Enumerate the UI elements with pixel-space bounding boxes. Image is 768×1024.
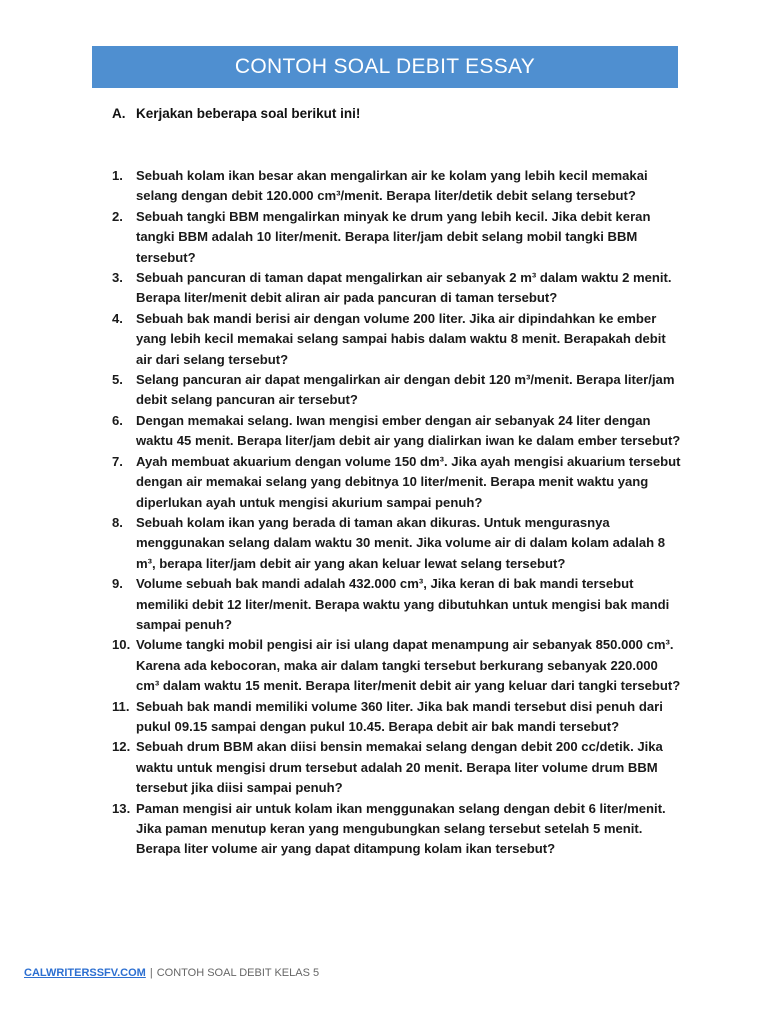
question-number: 13.: [112, 800, 131, 816]
question-item: [112, 737, 684, 798]
question-item: [112, 207, 684, 268]
question-number: 4.: [112, 310, 123, 326]
question-item: [112, 411, 684, 452]
question-text: Sebuah pancuran di taman dapat mengalirkan air sebanyak 2 m³ dalam waktu 2 menit. Berapa liter/menit debit aliran air pada pancuran di taman tersebut?: [136, 270, 672, 306]
question-text: Sebuah bak mandi berisi air dengan volume 200 liter. Jika air dipindahkan ke ember yang lebih kecil memakai selang sampai habis dalam waktu 8 menit. Berapakah debit air dari selang tersebut?: [136, 310, 666, 367]
footer-site-link[interactable]: CALWRITERSSFV.COM: [24, 967, 146, 979]
question-number: 2.: [112, 208, 123, 224]
question-item: [112, 513, 684, 574]
question-item: [112, 574, 684, 635]
question-number: 6.: [112, 412, 123, 428]
question-text: Dengan memakai selang. Iwan mengisi ember dengan air sebanyak 24 liter dengan waktu 45 menit. Berapa liter/jam debit air yang dialirkan iwan ke dalam ember tersebut?: [136, 412, 681, 449]
section-letter: A.: [112, 106, 126, 121]
question-number: 11.: [112, 698, 130, 714]
page-footer: [24, 967, 319, 979]
question-text: Sebuah bak mandi memiliki volume 360 liter. Jika bak mandi tersebut disi penuh dari pukul 09.15 sampai dengan pukul 10.45. Berapa debit air bak mandi tersebut?: [136, 698, 663, 734]
question-text: Selang pancuran air dapat mengalirkan air dengan debit 120 m³/menit. Berapa liter/jam debit selang pancuran air tersebut?: [136, 372, 675, 408]
question-list: [112, 166, 684, 860]
question-item: [112, 370, 684, 411]
question-number: 3.: [112, 270, 123, 286]
question-text: Sebuah drum BBM akan diisi bensin memakai selang dengan debit 200 cc/detik. Jika waktu untuk mengisi drum tersebut adalah 20 menit. Berapa liter volume drum BBM tersebut jika diisi sampai penuh?: [136, 739, 663, 796]
question-number: 1.: [112, 168, 123, 183]
question-item: [112, 309, 684, 370]
question-number: 9.: [112, 576, 123, 592]
question-text: Sebuah kolam ikan yang berada di taman akan dikuras. Untuk mengurasnya menggunakan selang dalam waktu 30 menit. Jika volume air di dalam kolam adalah 8 m³, berapa liter/jam debit air yang akan keluar lewat selang tersebut?: [136, 514, 666, 571]
question-number: 12.: [112, 739, 131, 755]
question-item: [112, 452, 684, 513]
question-number: 5.: [112, 372, 123, 388]
title-banner: [92, 46, 678, 88]
question-text: Volume sebuah bak mandi adalah 432.000 cm³, Jika keran di bak mandi tersebut memiliki debit 12 liter/menit. Berapa waktu yang dibutuhkan untuk mengisi bak mandi sampai penuh?: [136, 576, 670, 632]
section-instruction: Kerjakan beberapa soal berikut ini!: [136, 106, 361, 121]
question-text: Sebuah tangki BBM mengalirkan minyak ke drum yang lebih kecil. Jika debit keran tangki BBM adalah 10 liter/menit. Berapa liter/jam debit selang mobil tangki BBM tersebut?: [136, 208, 651, 265]
question-item: [112, 166, 684, 207]
question-item: [112, 697, 684, 738]
question-item: [112, 268, 684, 309]
question-number: 8.: [112, 514, 123, 530]
question-text: Ayah membuat akuarium dengan volume 150 dm³. Jika ayah mengisi akuarium tersebut dengan air memakai selang yang debitnya 10 liter/menit. Berapa menit waktu yang diperlukan ayah untuk mengisi akurium sampai penuh?: [136, 453, 681, 510]
footer-caption: CONTOH SOAL DEBIT KELAS 5: [156, 967, 320, 979]
footer-separator: |: [149, 967, 153, 979]
question-number: 7.: [112, 453, 123, 469]
question-item: [112, 799, 684, 860]
question-item: [112, 635, 684, 696]
question-number: 10.: [112, 637, 131, 653]
section-heading: [112, 106, 360, 121]
page-title: CONTOH SOAL DEBIT ESSAY: [234, 55, 536, 78]
question-text: Paman mengisi air untuk kolam ikan menggunakan selang dengan debit 6 liter/menit. Jika paman menutup keran yang mengubungkan selang tersebut setelah 5 menit. Berapa liter volume air yang dapat ditampung kolam ikan tersebut?: [136, 800, 666, 857]
question-text: Volume tangki mobil pengisi air isi ulang dapat menampung air sebanyak 850.000 cm³. Karena ada kebocoran, maka air dalam tangki tersebut berkurang sebanyak 220.000 cm³ dalam waktu 15 menit. Berapa liter/menit debit air yang keluar dari tangki tersebut?: [136, 637, 681, 694]
question-text: Sebuah kolam ikan besar akan mengalirkan air ke kolam yang lebih kecil memakai selang dengan debit 120.000 cm³/menit. Berapa liter/detik debit selang tersebut?: [136, 168, 648, 204]
